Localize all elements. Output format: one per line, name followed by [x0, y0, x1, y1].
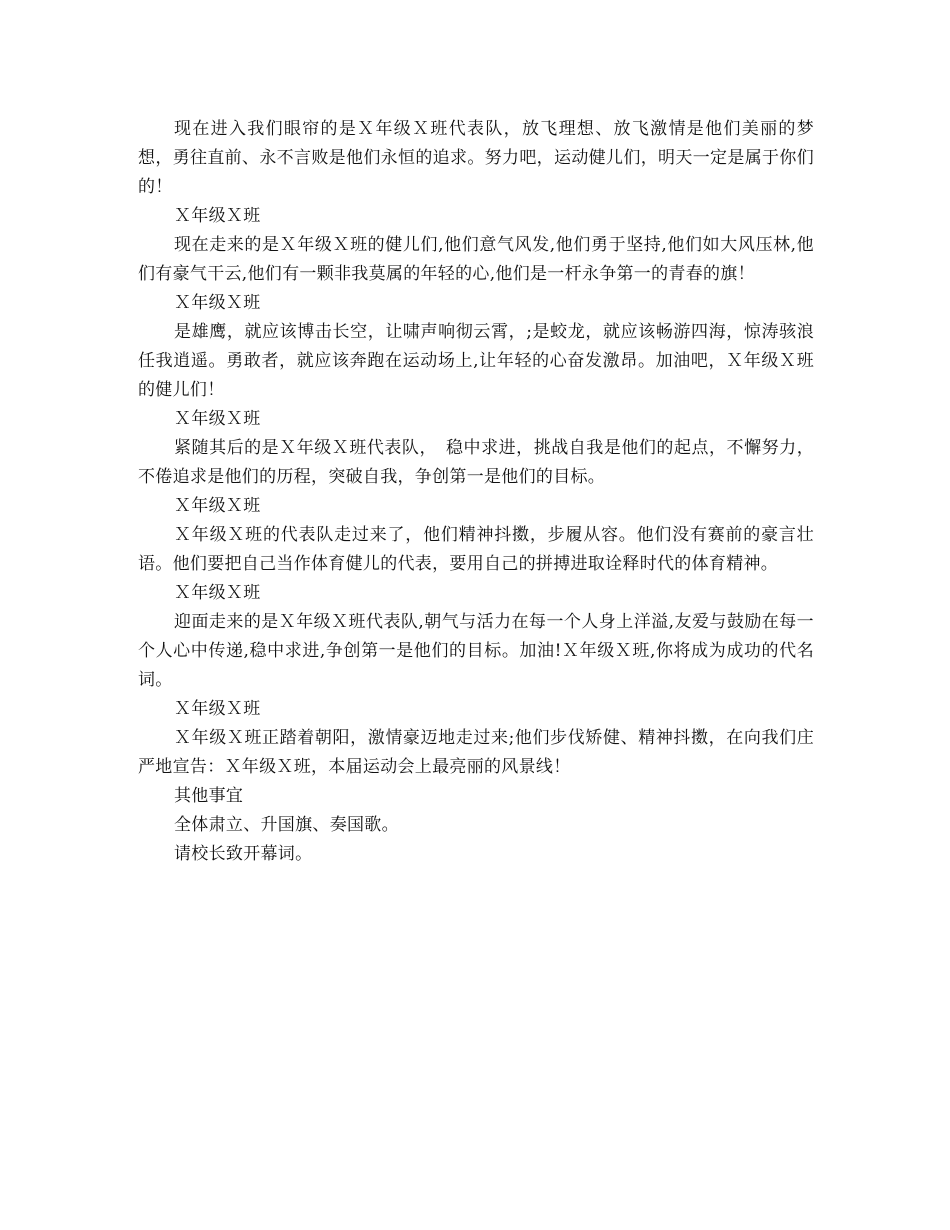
class-heading: Ｘ年级Ｘ班 [174, 496, 261, 516]
paragraph: Ｘ年级Ｘ班的代表队走过来了，他们精神抖擞，步履从容。他们没有赛前的豪言壮语。他们要把自己当作体育健儿的代表，要用自己的拼搏进取诠释时代的体育精神。 [138, 525, 814, 574]
class-heading: Ｘ年级Ｘ班 [174, 293, 261, 313]
paragraph: Ｘ年级Ｘ班正踏着朝阳，激情豪迈地走过来;他们步伐矫健、精神抖擞，在向我们庄严地宣告：Ｘ年级Ｘ班，本届运动会上最亮丽的风景线！ [138, 728, 814, 777]
paragraph: 是雄鹰，就应该博击长空，让啸声响彻云霄，;是蛟龙，就应该畅游四海，惊涛骇浪任我逍遥。勇敢者，就应该奔跑在运动场上,让年轻的心奋发激昂。加油吧，Ｘ年级Ｘ班的健儿们！ [138, 322, 814, 400]
class-heading: Ｘ年级Ｘ班 [174, 206, 261, 226]
paragraph: 现在走来的是Ｘ年级Ｘ班的健儿们,他们意气风发,他们勇于坚持,他们如大风压林,他们有豪气干云,他们有一颗非我莫属的年轻的心,他们是一杆永争第一的青春的旗！ [138, 235, 814, 284]
agenda-item-opening-speech: 请校长致开幕词。 [174, 844, 313, 864]
paragraph: 紧随其后的是Ｘ年级Ｘ班代表队， 稳中求进，挑战自我是他们的起点，不懈努力，不倦追求是他们的历程，突破自我，争创第一是他们的目标。 [138, 438, 814, 487]
agenda-item-flag-raising: 全体肃立、升国旗、奏国歌。 [174, 815, 399, 835]
class-heading: Ｘ年级Ｘ班 [174, 409, 261, 429]
class-heading: Ｘ年级Ｘ班 [174, 699, 261, 719]
class-heading: Ｘ年级Ｘ班 [174, 583, 261, 603]
paragraph: 迎面走来的是Ｘ年级Ｘ班代表队,朝气与活力在每一个人身上洋溢,友爱与鼓励在每一个人心中传递,稳中求进,争创第一是他们的目标。加油!Ｘ年级Ｘ班,你将成为成功的代名词。 [138, 612, 814, 690]
paragraph: 现在进入我们眼帘的是Ｘ年级Ｘ班代表队，放飞理想、放飞激情是他们美丽的梦想，勇往直前、永不言败是他们永恒的追求。努力吧，运动健儿们，明天一定是属于你们的！ [138, 119, 814, 197]
section-heading-other-matters: 其他事宜 [174, 786, 244, 806]
document-body [138, 115, 814, 869]
